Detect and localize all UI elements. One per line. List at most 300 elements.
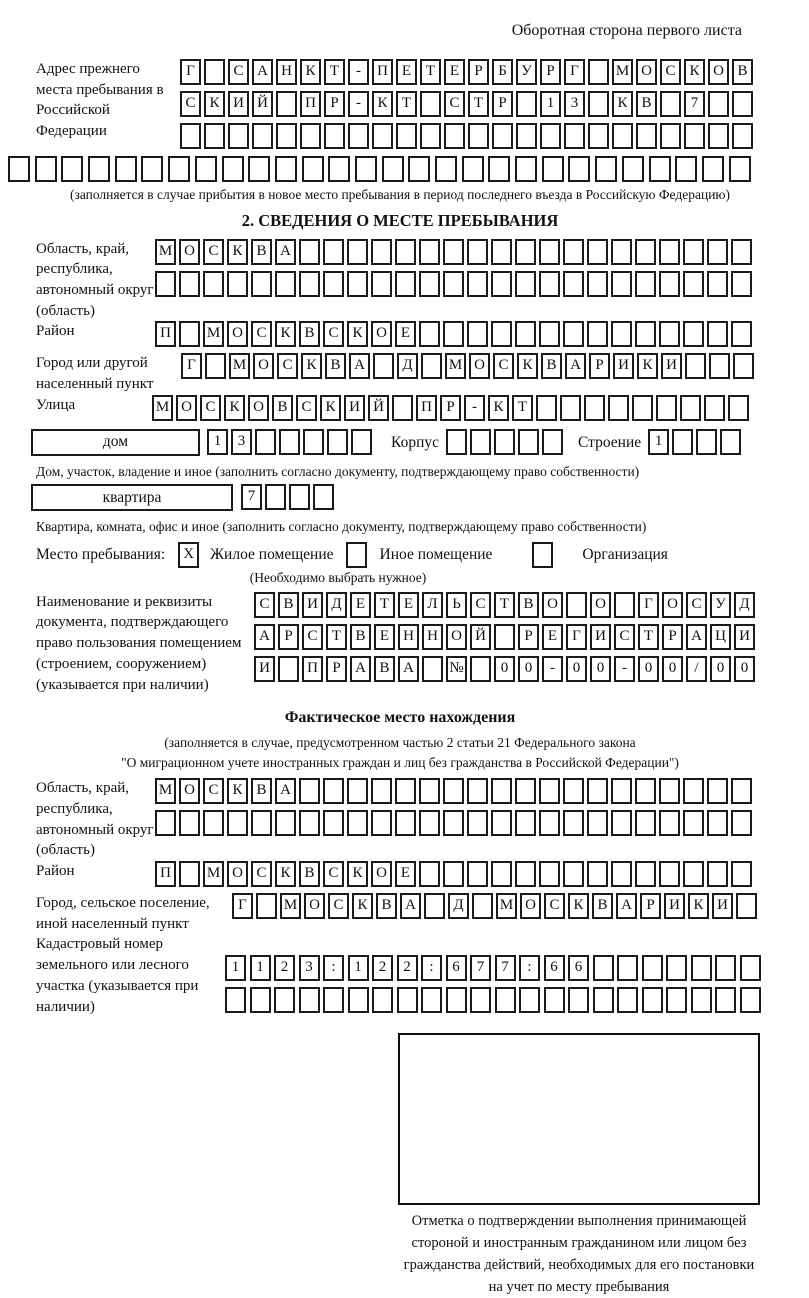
char-box (595, 156, 617, 182)
char-row-stroenie (648, 429, 744, 456)
char-box (593, 987, 614, 1013)
char-box (568, 156, 590, 182)
char-box (732, 123, 753, 149)
char-box: С (328, 893, 349, 919)
char-box (323, 778, 344, 804)
char-box: С (203, 778, 224, 804)
char-row-region-1 (155, 239, 755, 266)
char-box (691, 987, 712, 1013)
char-box: О (227, 321, 248, 347)
stay-type-note: (Необходимо выбрать нужное) (249, 569, 427, 585)
char-box: И (344, 395, 365, 421)
char-box: И (590, 624, 611, 650)
char-box (278, 656, 299, 682)
char-box (685, 353, 706, 379)
char-box (515, 239, 536, 265)
char-box: Е (398, 592, 419, 618)
char-box: Е (395, 321, 416, 347)
char-row-city (181, 353, 757, 380)
char-box (470, 987, 491, 1013)
char-box (115, 156, 137, 182)
char-box: К (568, 893, 589, 919)
char-box: С (614, 624, 635, 650)
char-box (419, 321, 440, 347)
char-box (635, 239, 656, 265)
actual-location-note (0, 733, 800, 772)
char-box: Е (350, 592, 371, 618)
city-group (0, 353, 800, 394)
char-box (611, 778, 632, 804)
char-box (702, 156, 724, 182)
char-box (563, 239, 584, 265)
char-row-cadastral-1 (225, 955, 764, 982)
char-box (635, 861, 656, 887)
char-box (195, 156, 217, 182)
char-box (299, 778, 320, 804)
char-box (373, 353, 394, 379)
char-box: Л (422, 592, 443, 618)
char-box: 6 (446, 955, 467, 981)
char-box (299, 239, 320, 265)
char-box: И (254, 656, 275, 682)
prev-address-label: Адрес прежнего места пребывания в Российской Федерации (36, 61, 164, 140)
char-row-district2 (155, 861, 755, 888)
char-box (563, 861, 584, 887)
char-box: 0 (590, 656, 611, 682)
char-box: Д (326, 592, 347, 618)
char-box (255, 429, 276, 455)
char-box: М (229, 353, 250, 379)
char-box (588, 59, 609, 85)
char-box (8, 156, 30, 182)
char-row-region-2 (155, 271, 755, 298)
char-box (347, 778, 368, 804)
char-box (666, 987, 687, 1013)
stamp-caption-line3: гражданства действий, необходимых для его постановки (403, 1256, 755, 1273)
district-group (0, 321, 800, 353)
char-box (395, 810, 416, 836)
char-box (659, 810, 680, 836)
char-box: В (251, 239, 272, 265)
char-box: 2 (372, 955, 393, 981)
char-box (715, 955, 736, 981)
char-box (179, 810, 200, 836)
char-box (731, 810, 752, 836)
char-box: 1 (348, 955, 369, 981)
char-box: К (320, 395, 341, 421)
char-box (227, 271, 248, 297)
char-box (443, 810, 464, 836)
char-box (733, 353, 754, 379)
char-box (611, 810, 632, 836)
char-box: Й (368, 395, 389, 421)
char-box (274, 987, 295, 1013)
house-note: Дом, участок, владение и иное (заполнить согласно документу, подтверждающему право собственности) (36, 463, 640, 479)
char-box (467, 861, 488, 887)
char-box (222, 156, 244, 182)
stroenie-label: Строение (578, 433, 642, 451)
char-box (395, 239, 416, 265)
char-box (707, 271, 728, 297)
char-box: Т (468, 91, 489, 117)
char-box (691, 955, 712, 981)
char-box: 1 (648, 429, 669, 455)
char-box (587, 239, 608, 265)
char-box: И (712, 893, 733, 919)
region2-group (0, 778, 800, 861)
char-box: 1 (207, 429, 228, 455)
char-box: В (636, 91, 657, 117)
char-box (371, 778, 392, 804)
cadastral-group (0, 934, 800, 1019)
char-box: № (446, 656, 467, 682)
char-box: 1 (540, 91, 561, 117)
residential-label: Жилое помещение (210, 545, 334, 563)
char-box (660, 123, 681, 149)
char-box: П (416, 395, 437, 421)
char-box: А (565, 353, 586, 379)
char-box (348, 987, 369, 1013)
char-box: Р (324, 91, 345, 117)
char-box: Й (252, 91, 273, 117)
char-box (683, 239, 704, 265)
char-box (372, 987, 393, 1013)
char-box: А (686, 624, 707, 650)
house-row (31, 429, 800, 461)
char-box (443, 778, 464, 804)
char-box (666, 955, 687, 981)
char-box (422, 656, 443, 682)
char-box (656, 395, 677, 421)
char-box: В (299, 861, 320, 887)
char-box (740, 955, 761, 981)
char-box (443, 321, 464, 347)
char-box (265, 484, 286, 510)
char-box: Т (512, 395, 533, 421)
char-box (396, 123, 417, 149)
char-box (371, 810, 392, 836)
char-box: С (251, 861, 272, 887)
char-box (155, 271, 176, 297)
char-box: П (300, 91, 321, 117)
char-box (276, 123, 297, 149)
char-box: - (614, 656, 635, 682)
char-box: О (227, 861, 248, 887)
char-box (611, 271, 632, 297)
char-box: Г (638, 592, 659, 618)
char-box (568, 987, 589, 1013)
char-box: В (518, 592, 539, 618)
city2-label: Город, сельское поселение, иной населенный пункт (36, 895, 210, 932)
char-box: В (374, 656, 395, 682)
char-box (88, 156, 110, 182)
char-box (444, 123, 465, 149)
char-box (635, 810, 656, 836)
char-box (419, 810, 440, 836)
char-box: В (272, 395, 293, 421)
char-box: М (152, 395, 173, 421)
char-box: С (200, 395, 221, 421)
stay-type-label: Место пребывания: (36, 545, 166, 563)
char-box: В (732, 59, 753, 85)
char-box: О (590, 592, 611, 618)
char-box: С (251, 321, 272, 347)
char-box (617, 987, 638, 1013)
char-box: Г (180, 59, 201, 85)
char-box: А (350, 656, 371, 682)
char-box (313, 484, 334, 510)
char-box: У (710, 592, 731, 618)
char-box (683, 271, 704, 297)
char-box: О (542, 592, 563, 618)
char-box: Ь (446, 592, 467, 618)
char-box (659, 778, 680, 804)
char-box: К (204, 91, 225, 117)
char-box: В (350, 624, 371, 650)
char-box (256, 893, 277, 919)
char-box: В (592, 893, 613, 919)
char-box: Р (278, 624, 299, 650)
char-box: : (519, 955, 540, 981)
char-box: Г (564, 59, 585, 85)
char-box: П (155, 321, 176, 347)
char-box: А (398, 656, 419, 682)
char-box: 3 (299, 955, 320, 981)
char-box (683, 778, 704, 804)
char-box: О (446, 624, 467, 650)
char-box (611, 861, 632, 887)
char-box (680, 395, 701, 421)
char-box: 7 (241, 484, 262, 510)
char-box (419, 271, 440, 297)
char-box: С (323, 321, 344, 347)
char-box (347, 810, 368, 836)
char-box: Г (232, 893, 253, 919)
prev-address-rows (180, 59, 756, 155)
char-box: К (301, 353, 322, 379)
char-box: А (616, 893, 637, 919)
char-box: К (488, 395, 509, 421)
char-box (424, 893, 445, 919)
char-box (684, 123, 705, 149)
char-row-document-3 (254, 656, 758, 683)
char-box (515, 321, 536, 347)
char-box (35, 156, 57, 182)
char-box: С (470, 592, 491, 618)
char-box (491, 778, 512, 804)
char-box: К (300, 59, 321, 85)
char-box: - (542, 656, 563, 682)
char-box: М (496, 893, 517, 919)
char-box (248, 156, 270, 182)
char-box (279, 429, 300, 455)
char-box: И (664, 893, 685, 919)
char-box (491, 861, 512, 887)
char-box (731, 861, 752, 887)
char-box (731, 778, 752, 804)
city-label: Город или другой населенный пункт (36, 355, 154, 392)
char-box: К (612, 91, 633, 117)
char-box: М (155, 239, 176, 265)
char-row-prev-address-1 (180, 59, 756, 86)
char-box (495, 987, 516, 1013)
char-box (323, 987, 344, 1013)
char-box: И (302, 592, 323, 618)
char-box: А (275, 778, 296, 804)
char-box: Т (396, 91, 417, 117)
section2-title: 2. СВЕДЕНИЯ О МЕСТЕ ПРЕБЫВАНИЯ (241, 210, 559, 230)
char-box (542, 156, 564, 182)
char-box: О (253, 353, 274, 379)
char-box (300, 123, 321, 149)
char-box (560, 395, 581, 421)
checkbox-residential: X (178, 542, 199, 568)
char-box: С (203, 239, 224, 265)
char-box (446, 429, 467, 455)
checkbox-other-premises (346, 542, 367, 568)
char-box (250, 987, 271, 1013)
char-box (659, 321, 680, 347)
char-box: С (444, 91, 465, 117)
char-box (371, 239, 392, 265)
char-box (355, 156, 377, 182)
char-box (179, 271, 200, 297)
char-box: : (323, 955, 344, 981)
char-box (515, 156, 537, 182)
char-box (588, 91, 609, 117)
char-box (659, 861, 680, 887)
char-row-street (152, 395, 752, 422)
char-box: К (684, 59, 705, 85)
char-box (302, 156, 324, 182)
char-box (472, 893, 493, 919)
char-box (515, 778, 536, 804)
char-box: Т (420, 59, 441, 85)
char-box (539, 321, 560, 347)
char-box (632, 395, 653, 421)
char-box (635, 271, 656, 297)
char-box (419, 239, 440, 265)
char-box: О (248, 395, 269, 421)
char-box: А (349, 353, 370, 379)
stamp-caption-line2: стороной и иностранным гражданином или лицом без (411, 1235, 747, 1252)
house-box-label: дом (31, 429, 200, 456)
char-box (251, 810, 272, 836)
char-box (251, 271, 272, 297)
char-box: 7 (684, 91, 705, 117)
char-box (709, 353, 730, 379)
char-box (299, 271, 320, 297)
char-box: О (636, 59, 657, 85)
char-box: 0 (710, 656, 731, 682)
char-box: К (688, 893, 709, 919)
char-row-city2 (232, 893, 760, 920)
char-box (408, 156, 430, 182)
char-box (707, 861, 728, 887)
char-box: М (612, 59, 633, 85)
char-box (731, 271, 752, 297)
char-box: В (325, 353, 346, 379)
char-box: С (493, 353, 514, 379)
char-box: 1 (250, 955, 271, 981)
char-box: Т (638, 624, 659, 650)
char-box (515, 810, 536, 836)
char-box: А (254, 624, 275, 650)
char-box: В (251, 778, 272, 804)
char-box (587, 810, 608, 836)
char-box: 6 (544, 955, 565, 981)
char-box: В (299, 321, 320, 347)
char-box (707, 810, 728, 836)
char-box (252, 123, 273, 149)
char-box: Б (492, 59, 513, 85)
char-box: С (228, 59, 249, 85)
char-box (276, 91, 297, 117)
char-box (328, 156, 350, 182)
char-box: Н (422, 624, 443, 650)
char-box (488, 156, 510, 182)
char-box: П (155, 861, 176, 887)
char-box: 7 (470, 955, 491, 981)
char-box (683, 321, 704, 347)
char-box (659, 271, 680, 297)
char-box (141, 156, 163, 182)
char-box (491, 321, 512, 347)
char-box (564, 123, 585, 149)
char-box (443, 271, 464, 297)
checkbox-organization (532, 542, 553, 568)
char-box (708, 123, 729, 149)
char-box (491, 271, 512, 297)
char-box: С (277, 353, 298, 379)
char-box: И (228, 91, 249, 117)
char-box: 3 (231, 429, 252, 455)
char-box: Е (542, 624, 563, 650)
char-box (642, 987, 663, 1013)
char-box (204, 59, 225, 85)
region-group (0, 239, 800, 322)
char-box (740, 987, 761, 1013)
char-box (729, 156, 751, 182)
stay-type-row (0, 542, 800, 570)
char-box (649, 156, 671, 182)
char-box: У (516, 59, 537, 85)
char-box (516, 123, 537, 149)
char-box: : (421, 955, 442, 981)
char-box (563, 778, 584, 804)
char-box (421, 353, 442, 379)
char-box (515, 271, 536, 297)
char-box: Р (468, 59, 489, 85)
char-box: Р (492, 91, 513, 117)
char-box (225, 987, 246, 1013)
char-box (303, 429, 324, 455)
char-row-prev-address-2 (180, 91, 756, 118)
char-box: Н (398, 624, 419, 650)
char-box (635, 778, 656, 804)
char-box (467, 321, 488, 347)
char-box: М (203, 321, 224, 347)
char-box: Р (540, 59, 561, 85)
char-box (587, 861, 608, 887)
char-box (563, 810, 584, 836)
char-row-region2-2 (155, 810, 755, 837)
char-box (696, 429, 717, 455)
char-box (675, 156, 697, 182)
char-box: В (376, 893, 397, 919)
organization-label: Организация (582, 545, 668, 563)
char-box: К (224, 395, 245, 421)
